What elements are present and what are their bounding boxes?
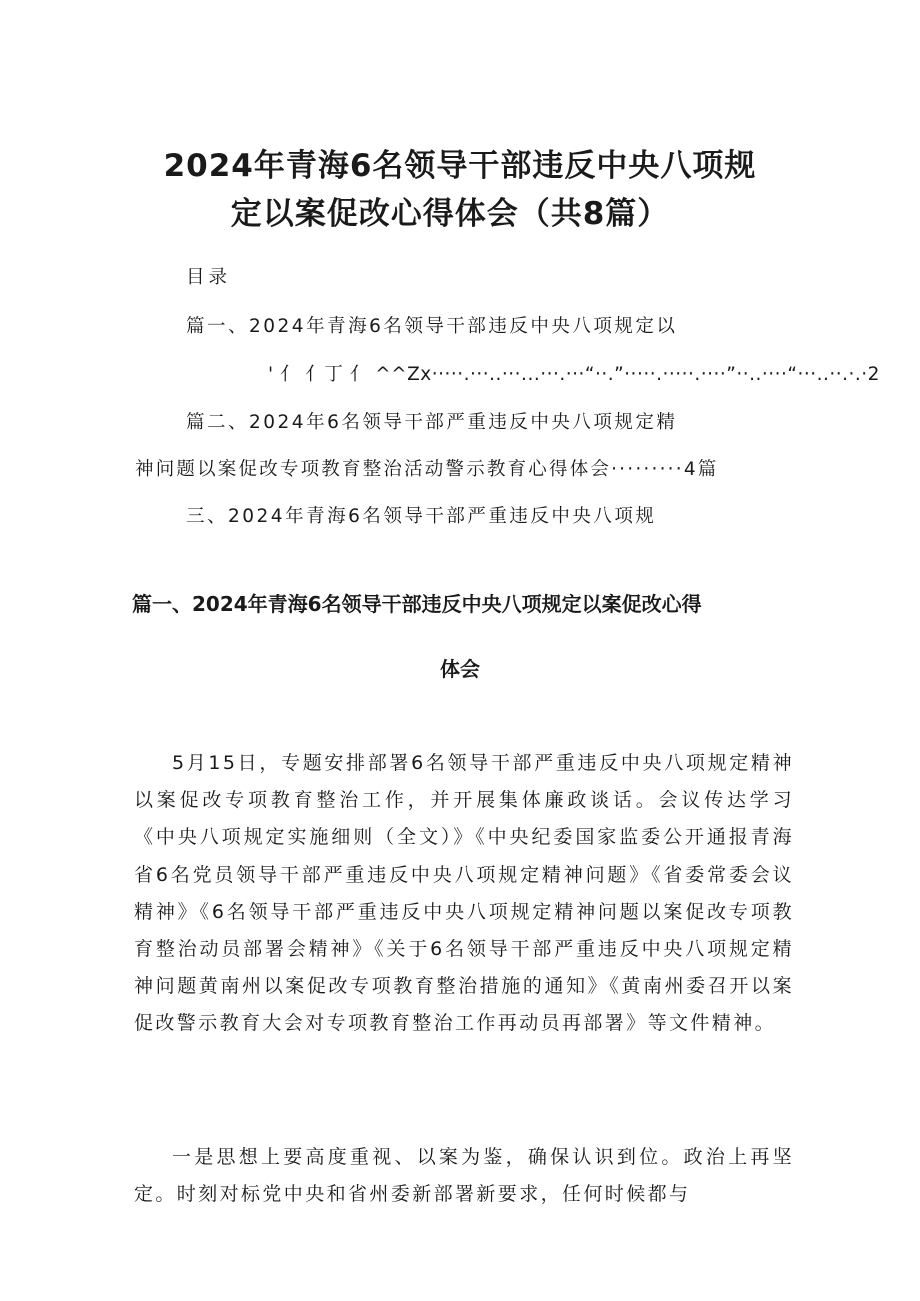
section-heading-line-1: 篇一、2024年青海6名领导干部违反中央八项规定以案促改心得 [132, 592, 702, 616]
toc-item-1-line-2: ' 亻 亻丁 亻 ^^Zx·····.···..···...···.···“··.”·····.·····.····”··..····“···..··.·.·2 [268, 364, 880, 385]
toc-item-1-line-1: 篇一、2024年青海6名领导干部违反中央八项规定以 [186, 316, 678, 337]
body-paragraph-2: 一是思想上要高度重视、以案为鉴，确保认识到位。政治上再坚定。时刻对标党中央和省州委新部署新要求，任何时候都与 [134, 1146, 794, 1206]
toc-item-3-line-1: 三、2024年青海6名领导干部严重违反中央八项规 [186, 506, 657, 527]
document-title-line-2: 定以案促改心得体会（共8篇） [230, 196, 670, 232]
body-paragraph-1: 5月15日，专题安排部署6名领导干部严重违反中央八项规定精神以案促改专项教育整治工作，并开展集体廉政谈话。会议传达学习《中央八项规定实施细则（全文）》《中央纪委国家监委公开通报青海省6名党员领导干部严重违反中央八项规定精神问题》《省委常委会议精神》《6名领导干部严重违反中央八项规定精神问题以案促改专项教育整治动员部署会精神》《关于6名领导干部严重违反中央八项规定精神问题黄南州以案促改专项教育整治措施的通知》《黄南州委召开以案促改警示教育大会对专项教育整治工作再动员再部署》等文件精神。 [134, 752, 794, 1035]
document-title-line-1: 2024年青海6名领导干部违反中央八项规 [163, 148, 757, 184]
toc-label: 目录 [186, 267, 232, 288]
toc-item-2-line-1: 篇二、2024年6名领导干部严重违反中央八项规定精 [186, 412, 678, 433]
section-heading-line-2: 体会 [440, 657, 480, 681]
toc-item-2-line-2: 神问题以案促改专项教育整治活动警示教育心得体会·········4篇 [135, 459, 719, 480]
